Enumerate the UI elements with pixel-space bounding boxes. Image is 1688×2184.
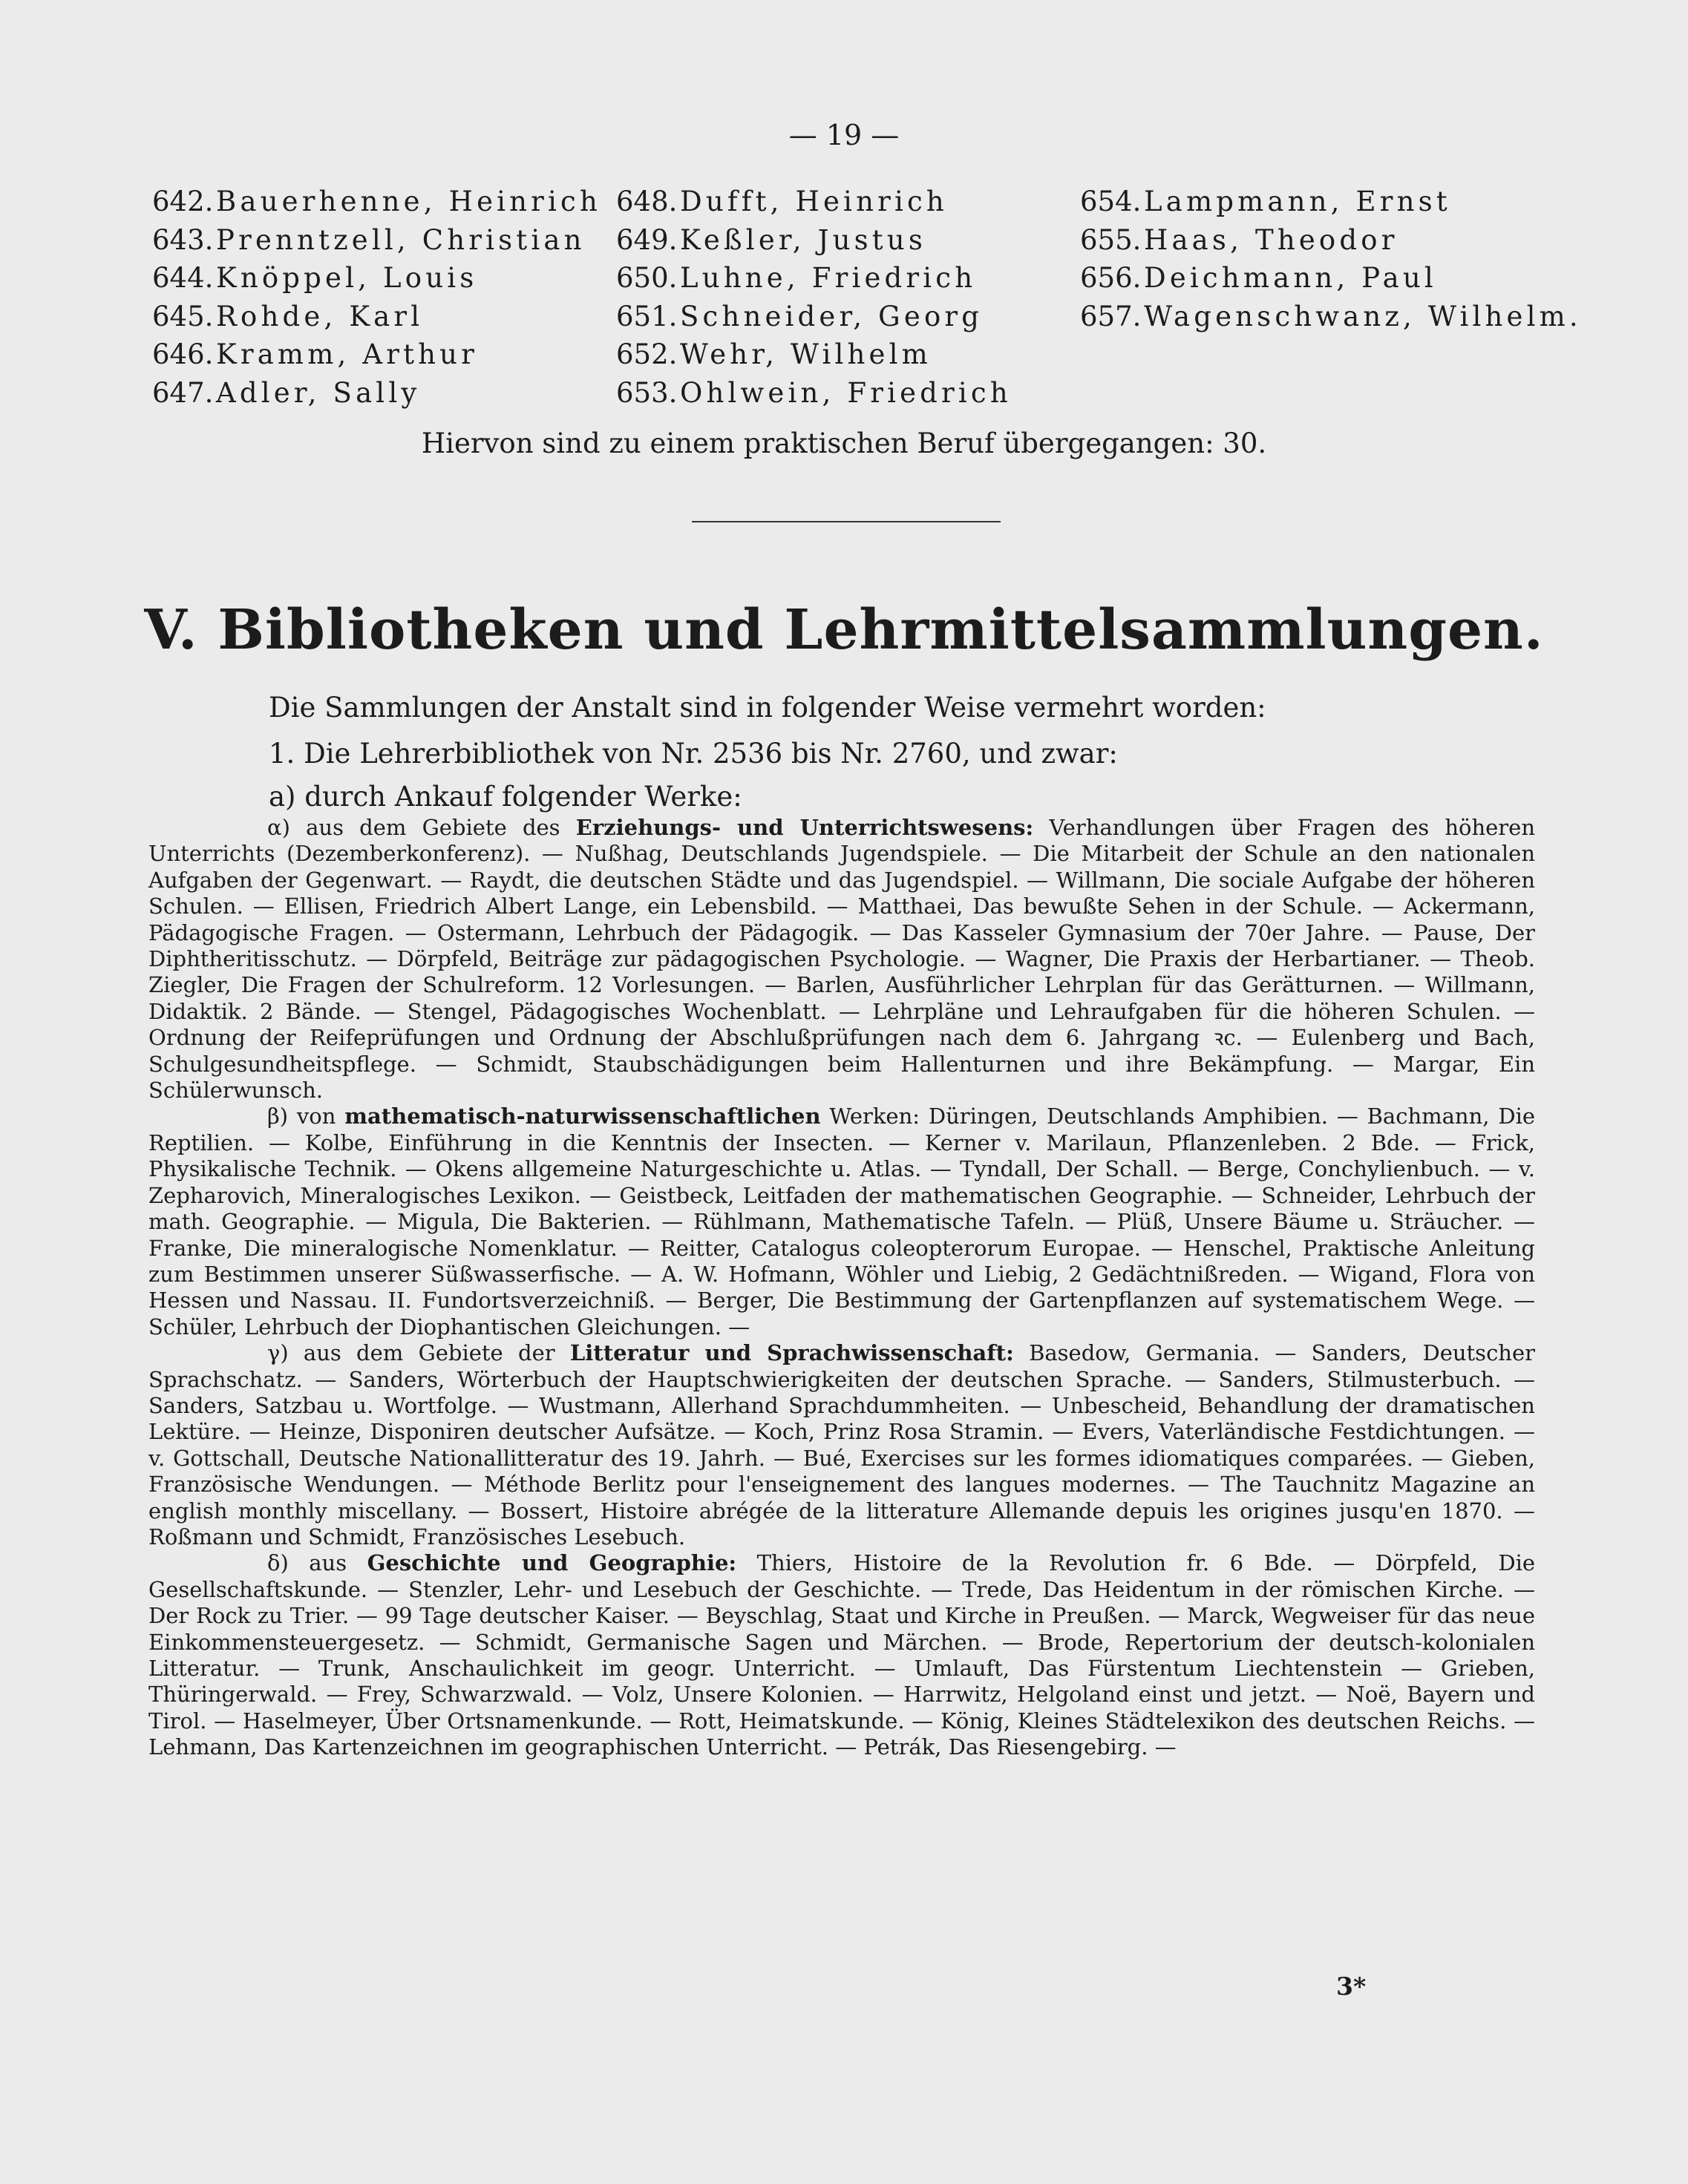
student-column-2: [616, 183, 1012, 412]
student-entry: 654.Lampmann, Ernst: [1080, 186, 1451, 217]
paragraph-beta: β) von mathematisch-naturwissenschaftlichen Werken: Düringen, Deutschlands Amphibien. — Bachmann, Die Reptilien. — Kolbe, Einführung in die Kenntnis der Insecten. — Kerner v. Marilaun, Pflanzenleben. 2 Bde. — Frick, Physikalische Technik. — Okens allgemeine Naturgeschichte u. Atlas. — Tyndall, Der Schall. — Berge, Conchylienbuch. — v. Zepharovich, Mineralogisches Lexikon. — Geistbeck, Leitfaden der mathematischen Geographie. — Schneider, Lehrbuch der math. Geographie. — Migula, Die Bakterien. — Rühlmann, Mathematische Tafeln. — Plüß, Unsere Bäume u. Sträucher. — Franke, Die mineralogische Nomenklatur. — Reitter, Catalogus coleopterorum Europae. — Henschel, Praktische Anleitung zum Bestimmen unserer Süßwasserfische. — A. W. Hofmann, Wöhler und Liebig, 2 Gedächtnißreden. — Wigand, Flora von Hessen und Nassau. II. Fundortsverzeichniß. — Berger, Die Bestimmung der Gartenpflanzen auf systematischem Wege. — Schüler, Lehrbuch der Diophantischen Gleichungen. —: [148, 1104, 1536, 1339]
page-number: — 19 —: [788, 119, 900, 151]
paragraph-delta: δ) aus Geschichte und Geographie: Thiers, Histoire de la Revolution fr. 6 Bde. — Dörpfeld, Die Gesellschaftskunde. — Stenzler, Lehr- und Lesebuch der Geschichte. — Trede, Das Heidentum in der römischen Kirche. — Der Rock zu Trier. — 99 Tage deutscher Kaiser. — Beyschlag, Staat und Kirche in Preußen. — Marck, Wegweiser für das neue Einkommensteuergesetz. — Schmidt, Germanische Sagen und Märchen. — Brode, Repertorium der deutsch-kolonialen Litteratur. — Trunk, Anschaulichkeit im geogr. Unterricht. — Umlauft, Das Fürstentum Liechtenstein — Grieben, Thüringerwald. — Frey, Schwarzwald. — Volz, Unsere Kolonien. — Harrwitz, Helgoland einst und jetzt. — Noë, Bayern und Tirol. — Haselmeyer, Über Ortsnamenkunde. — Rott, Heimatskunde. — König, Kleines Städtelexikon des deutschen Reichs. — Lehmann, Das Kartenzeichnen im geographischen Unterricht. — Petrák, Das Riesengebirg. —: [148, 1550, 1536, 1760]
section-heading: V. Bibliotheken und Lehrmittelsammlungen.: [144, 598, 1544, 662]
student-entry: 651.Schneider, Georg: [616, 300, 984, 332]
book-list-body: [148, 815, 1535, 1761]
student-entry: 656.Deichmann, Paul: [1080, 262, 1437, 294]
section-divider: [692, 521, 1001, 522]
signature-mark: 3*: [1336, 1972, 1367, 2001]
student-entry: 657.Wagenschwanz, Wilhelm.: [1080, 300, 1582, 332]
student-entry: 644.Knöppel, Louis: [152, 262, 478, 294]
student-entry: 650.Luhne, Friedrich: [616, 262, 977, 294]
student-entry: 645.Rohde, Karl: [152, 300, 424, 332]
student-list: [152, 183, 1582, 413]
student-column-1: [152, 183, 601, 412]
student-column-3: [1080, 183, 1582, 335]
item-1-line: 1. Die Lehrerbibliothek von Nr. 2536 bis Nr. 2760, und zwar:: [269, 738, 1118, 770]
student-entry: 642.Bauerhenne, Heinrich: [152, 186, 601, 217]
paragraph-alpha: α) aus dem Gebiete des Erziehungs- und Unterrichtswesens: Verhandlungen über Fragen des höheren Unterrichts (Dezemberkonferenz). — Nußhag, Deutschlands Jugendspiele. — Die Mitarbeit der Schule an den nationalen Aufgaben der Gegenwart. — Raydt, die deutschen Städte und das Jugendspiel. — Willmann, Die sociale Aufgabe der höheren Schulen. — Ellisen, Friedrich Albert Lange, ein Lebensbild. — Matthaei, Das bewußte Sehen in der Schule. — Ackermann, Pädagogische Fragen. — Ostermann, Lehrbuch der Pädagogik. — Das Kasseler Gymnasium der 70er Jahre. — Pause, Der Diphtheritisschutz. — Dörpfeld, Beiträge zur pädagogischen Psychologie. — Wagner, Die Praxis der Herbartianer. — Theob. Ziegler, Die Fragen der Schulreform. 12 Vorlesungen. — Barlen, Ausführlicher Lehrplan für das Gerätturnen. — Willmann, Didaktik. 2 Bände. — Stengel, Pädagogisches Wochenblatt. — Lehrpläne und Lehraufgaben für die höheren Schulen. — Ordnung der Reifeprüfungen und Ordnung der Abschlußprüfungen nach dem 6. Jahrgang ꝛc. — Eulenberg und Bach, Schulgesundheitspflege. — Schmidt, Staubschädigungen beim Hallenturnen und ihre Bekämpfung. — Margar, Ein Schülerwunsch.: [148, 815, 1536, 1104]
student-entry: 655.Haas, Theodor: [1080, 223, 1399, 256]
item-a-line: a) durch Ankauf folgender Werke:: [269, 781, 742, 813]
intro-line: Die Sammlungen der Anstalt sind in folgender Weise vermehrt worden:: [269, 692, 1266, 724]
paragraph-gamma: γ) aus dem Gebiete der Litteratur und Sprachwissenschaft: Basedow, Germania. — Sanders, Deutscher Sprachschatz. — Sanders, Wörterbuch der Hauptschwierigkeiten der deutschen Sprache. — Sanders, Stilmusterbuch. — Sanders, Satzbau u. Wortfolge. — Wustmann, Allerhand Sprachdummheiten. — Unbescheid, Behandlung der dramatischen Lektüre. — Heinze, Disponiren deutscher Aufsätze. — Koch, Prinz Rosa Stramin. — Evers, Vaterländische Festdichtungen. — v. Gottschall, Deutsche Nationallitteratur des 19. Jahrh. — Bué, Exercises sur les formes idiomatiques comparées. — Gieben, Französische Wendungen. — Méthode Berlitz pour l'enseignement des langues modernes. — The Tauchnitz Magazine an english monthly miscellany. — Bossert, Histoire abrégée de la litterature Allemande depuis les origines jusqu'en 1870. — Roßmann und Schmidt, Französisches Lesebuch.: [148, 1340, 1536, 1550]
student-entry: 643.Prenntzell, Christian: [152, 223, 586, 256]
student-entry: 652.Wehr, Wilhelm: [616, 338, 932, 370]
students-note: Hiervon sind zu einem praktischen Beruf übergegangen: 30.: [421, 427, 1267, 459]
student-entry: 649.Keßler, Justus: [616, 223, 926, 256]
student-entry: 647.Adler, Sally: [152, 376, 421, 409]
student-entry: 648.Dufft, Heinrich: [616, 186, 948, 217]
student-entry: 653.Ohlwein, Friedrich: [616, 376, 1012, 409]
student-entry: 646.Kramm, Arthur: [152, 338, 479, 370]
